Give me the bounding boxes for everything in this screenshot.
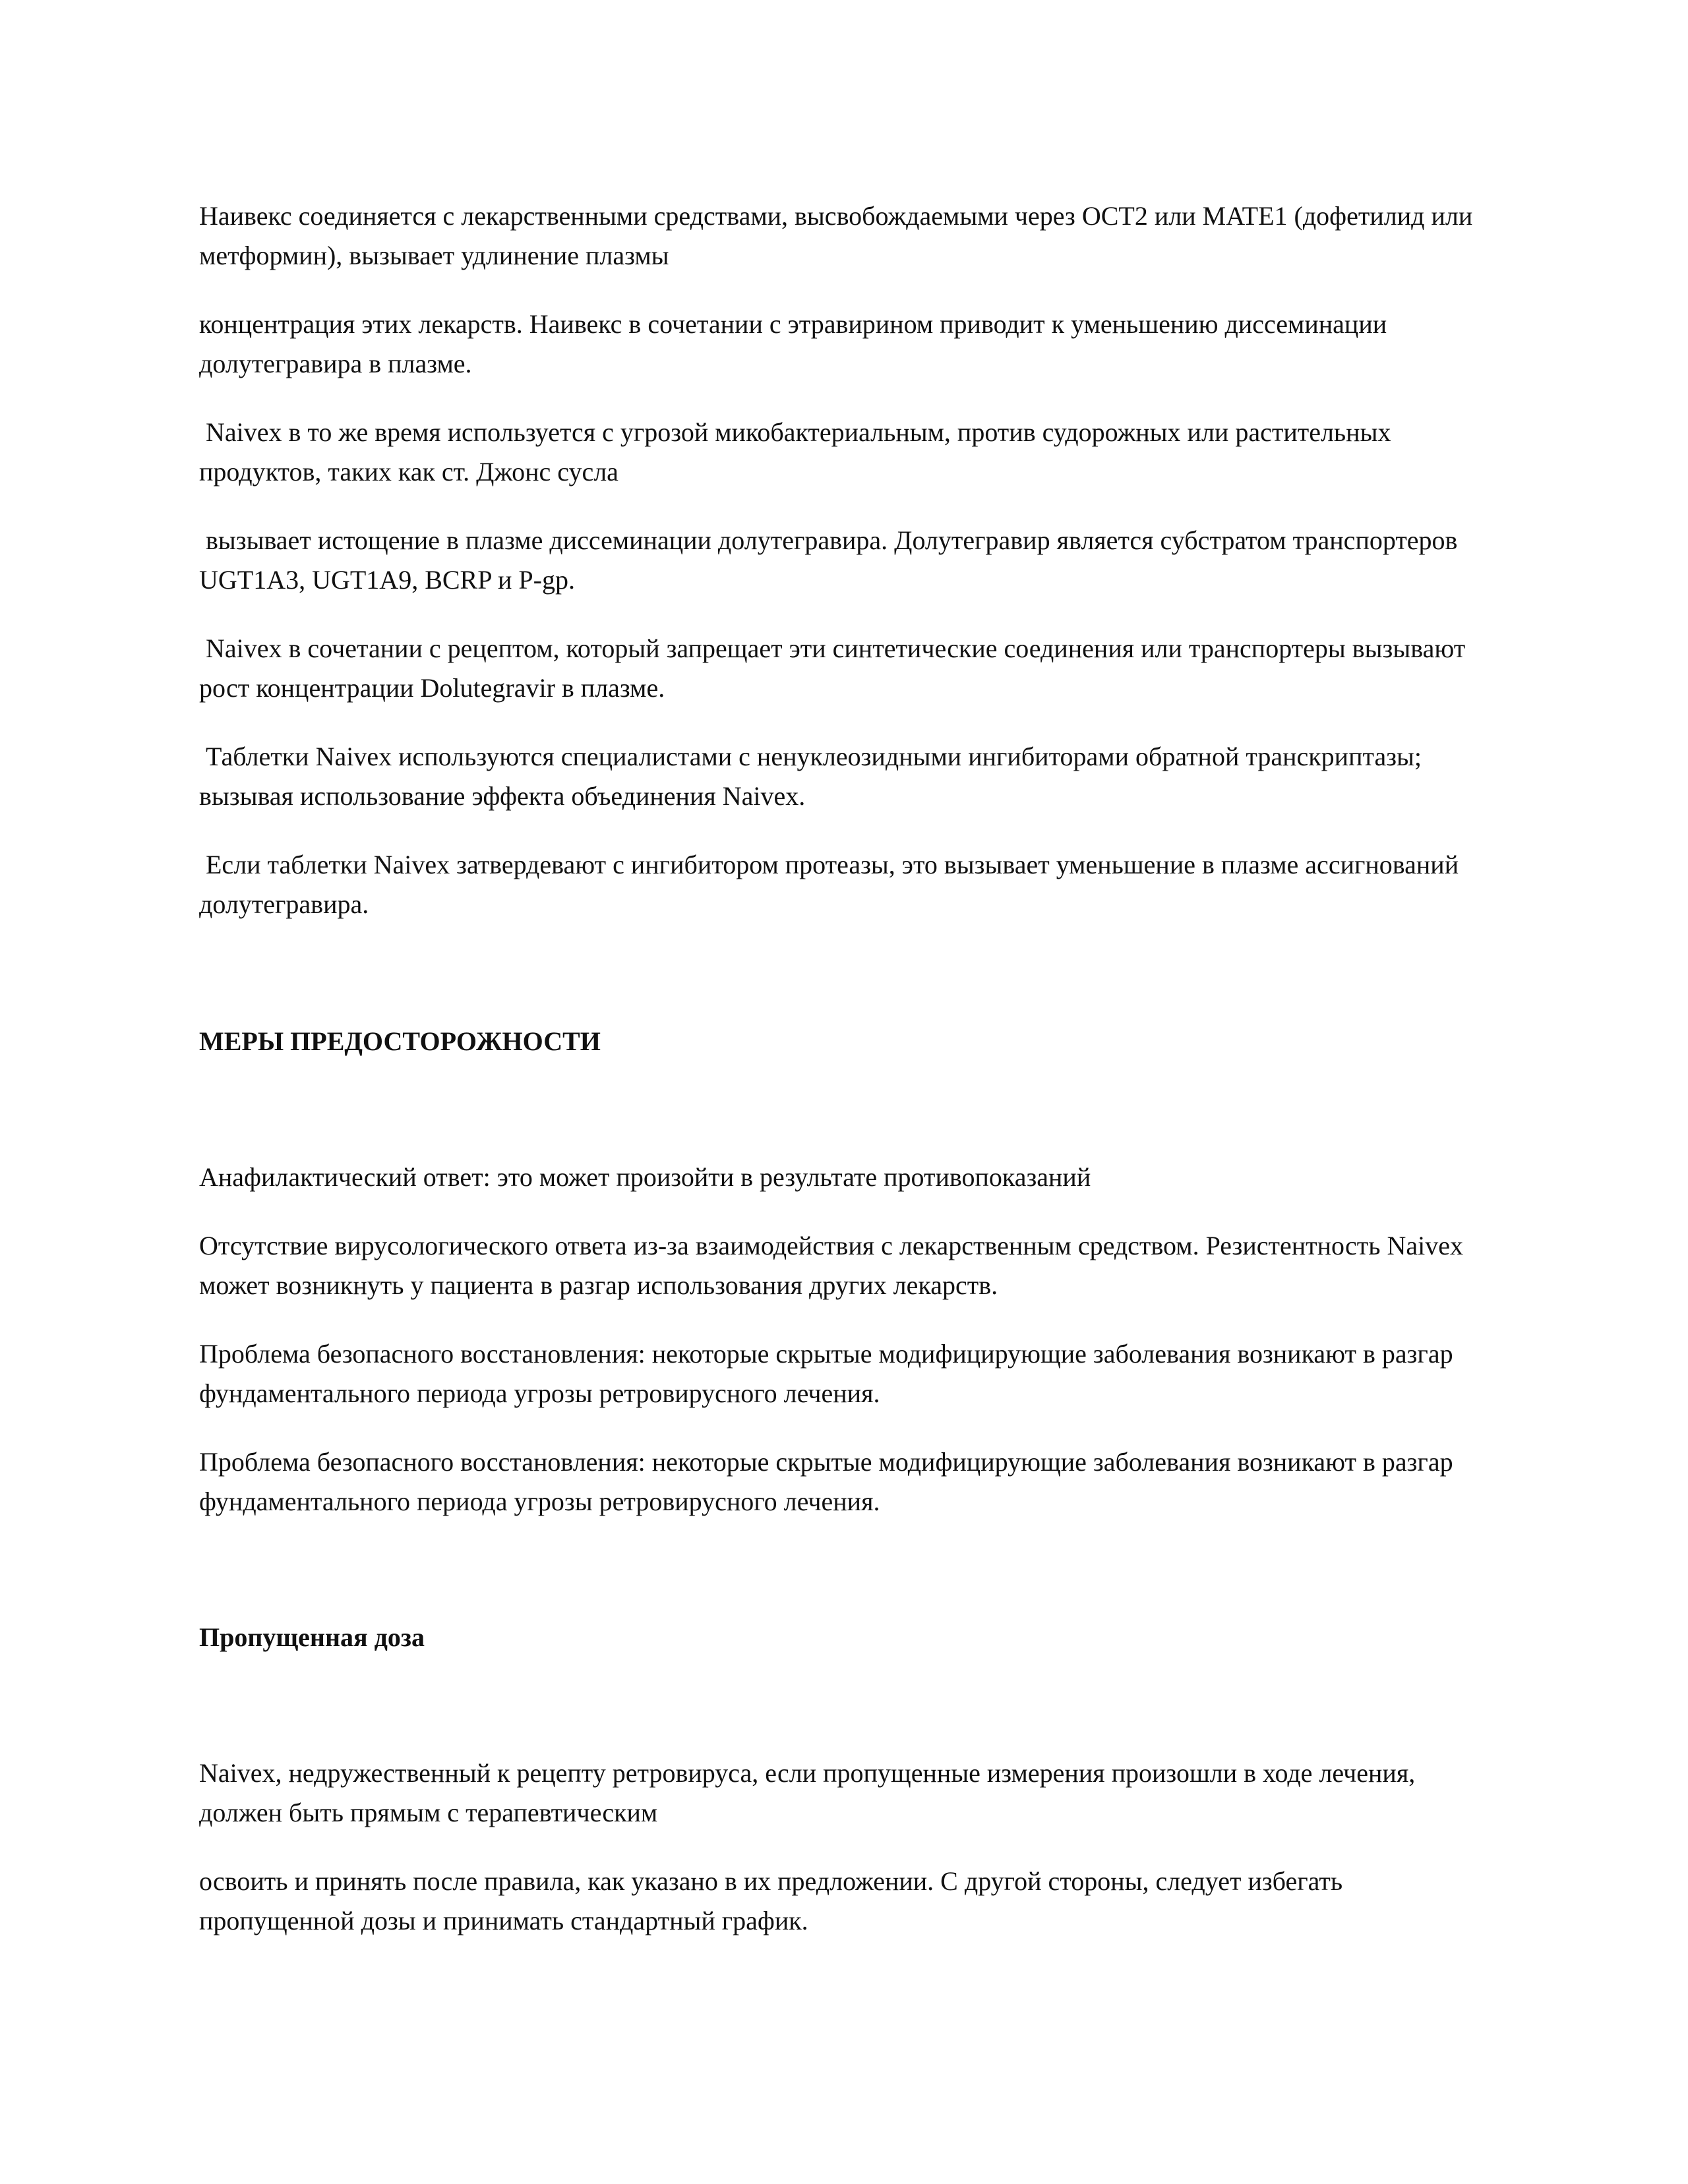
paragraph-interaction-3: Naivex в то же время используется с угрозой микобактериальным, против судорожных или растительных продуктов, таких как ст. Джонс сусла — [199, 417, 1398, 487]
paragraph-precaution-3: Проблема безопасного восстановления: некоторые скрытые модифицирующие заболевания возникают в разгар фундаментального периода угрозы ретровирусного лечения. — [199, 1339, 1460, 1408]
paragraph-precaution-2: Отсутствие вирусологического ответа из-за взаимодействия с лекарственным средством. Резистентность Naivex может возникнуть у пациента в разгар использования других лекарств. — [199, 1231, 1470, 1300]
precautions-heading: МЕРЫ ПРЕДОСТОРОЖНОСТИ — [199, 1026, 601, 1056]
paragraph-interaction-1: Наивекс соединяется с лекарственными средствами, высвобождаемыми через OCT2 или MATE1 (дофетилид или метформин), вызывает удлинение плазмы — [199, 201, 1480, 270]
paragraph-missed-dose-2: освоить и принять после правила, как указано в их предложении. С другой стороны, следует избегать пропущенной дозы и принимать стандартный график. — [199, 1866, 1350, 1935]
paragraph-precaution-4: Проблема безопасного восстановления: некоторые скрытые модифицирующие заболевания возникают в разгар фундаментального периода угрозы ретровирусного лечения. — [199, 1447, 1460, 1516]
paragraph-interaction-2: концентрация этих лекарств. Наивекс в сочетании с этравирином приводит к уменьшению диссеминации долутегравира в плазме. — [199, 309, 1394, 378]
paragraph-precaution-1: Анафилактический ответ: это может произойти в результате противопоказаний — [199, 1162, 1091, 1192]
paragraph-interaction-4: вызывает истощение в плазме диссеминации долутегравира. Долутегравир является субстратом транспортеров UGT1A3, UGT1A9, BCRP и P-gp. — [199, 525, 1464, 595]
paragraph-interaction-6: Таблетки Naivex используются специалистами с ненуклеозидными ингибиторами обратной транскриптазы; вызывая использование эффекта объединения Naivex. — [199, 742, 1429, 811]
paragraph-interaction-5: Naivex в сочетании с рецептом, который запрещает эти синтетические соединения или транспортеры вызывают рост концентрации Dolutegravir в плазме. — [199, 634, 1472, 703]
missed-dose-heading: Пропущенная доза — [199, 1622, 425, 1652]
paragraph-missed-dose-1: Naivex, недружественный к рецепту ретровируса, если пропущенные измерения произошли в ходе лечения, должен быть прямым с терапевтическим — [199, 1758, 1422, 1827]
paragraph-interaction-7: Если таблетки Naivex затвердевают с ингибитором протеазы, это вызывает уменьшение в плазме ассигнований долутегравира. — [199, 850, 1466, 919]
